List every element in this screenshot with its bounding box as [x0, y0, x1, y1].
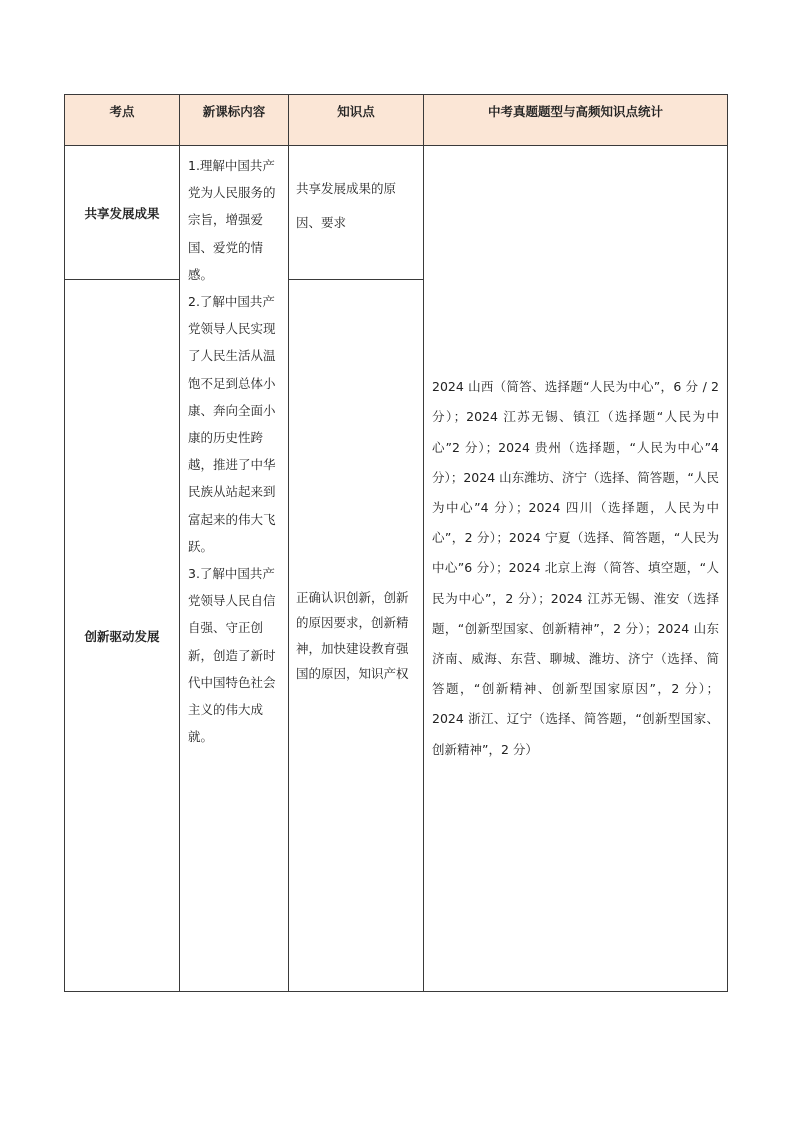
- standard-item: 3.了解中国共产党领导人民自信自强、守正创新，创造了新时代中国特色社会主义的伟大成就。: [188, 566, 276, 745]
- header-stats: 中考真题题型与高频知识点统计: [424, 95, 728, 146]
- standards-cell: [180, 146, 289, 992]
- topic-cell: 共享发展成果: [65, 146, 180, 280]
- standard-item: 1.理解中国共产党为人民服务的宗旨，增强爱国、爱党的情感。: [188, 158, 276, 282]
- header-knowledge: 知识点: [289, 95, 424, 146]
- header-topic: 考点: [65, 95, 180, 146]
- exam-analysis-table: [64, 94, 728, 992]
- knowledge-cell: 正确认识创新，创新的原因要求，创新精神，加快建设教育强国的原因，知识产权: [289, 280, 424, 992]
- stats-cell: 2024 山西（简答、选择题“人民为中心”，6 分 / 2 分）；2024 江苏无锡、镇江（选择题“人民为中心”2 分）；2024 贵州（选择题，“人民为中心”4 分）；2024 山东潍坊、济宁（选择、简答题，“人民为中心”4 分）；2024 四川（选择题，人民为中心”，2 分）；2024 宁夏（选择、简答题，“人民为中心”6 分）；2024 北京上海（简答、填空题，“人民为中心”，2 分）；2024 江苏无锡、淮安（选择题，“创新型国家、创新精神”，2 分）；2024 山东济南、威海、东营、聊城、潍坊、济宁（选择、简答题，“创新精神、创新型国家原因”，2 分）；2024 浙江、辽宁（选择、简答题，“创新型国家、创新精神”，2 分）: [424, 146, 728, 992]
- topic-cell: 创新驱动发展: [65, 280, 180, 992]
- table-header-row: [65, 95, 728, 146]
- knowledge-cell: 共享发展成果的原因、要求: [289, 146, 424, 280]
- header-standard: 新课标内容: [180, 95, 289, 146]
- standard-item: 2.了解中国共产党领导人民实现了人民生活从温饱不足到总体小康、奔向全面小康的历史性跨越，推进了中华民族从站起来到富起来的伟大飞跃。: [188, 294, 276, 554]
- table-row: [65, 146, 728, 280]
